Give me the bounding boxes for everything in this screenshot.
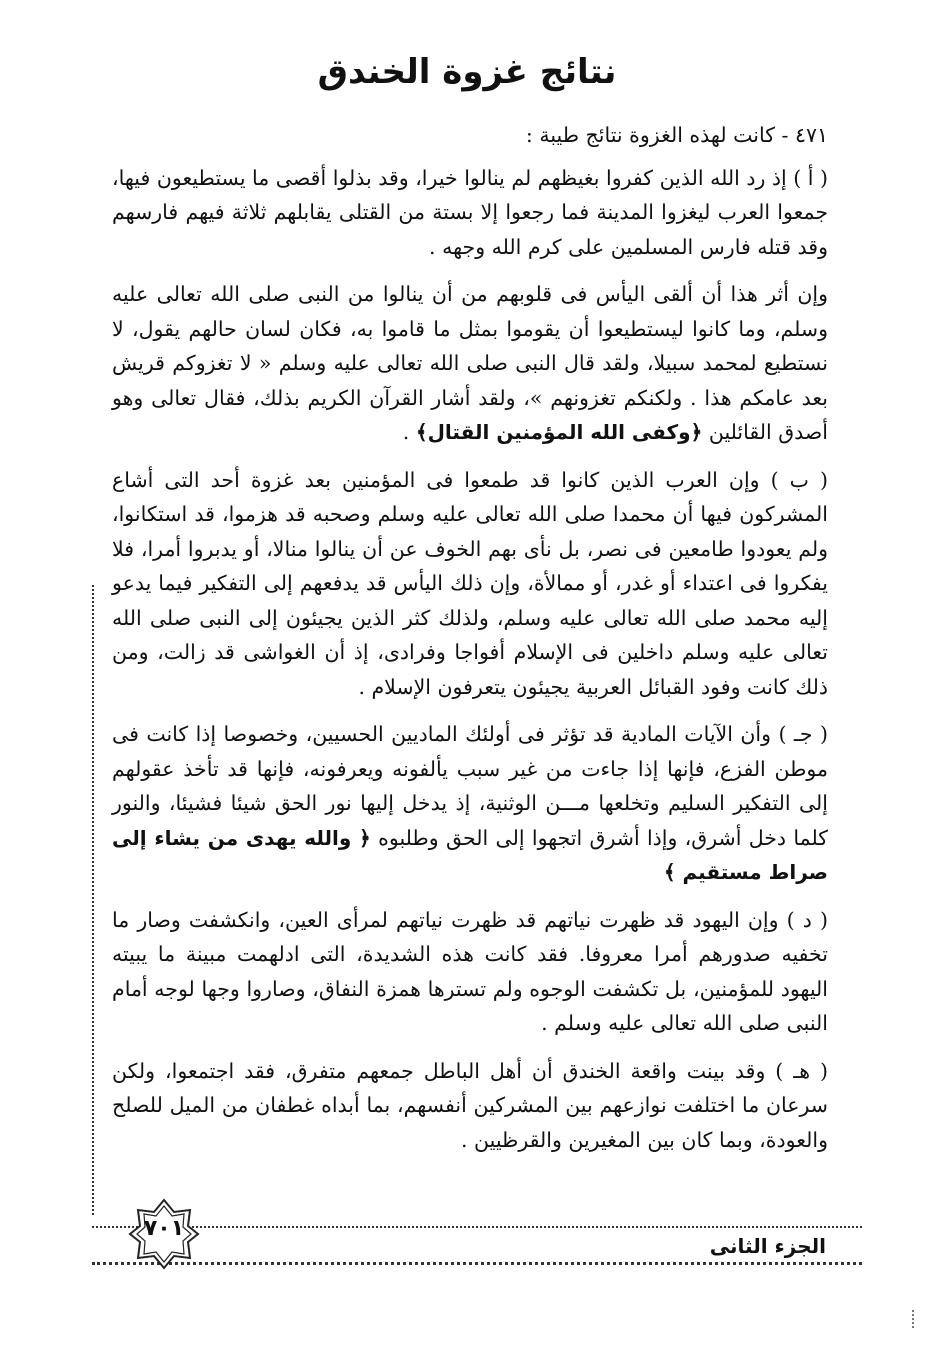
paragraph-e: ( هـ ) وقد بينت واقعة الخندق أن أهل الباطل جمعهم متفرق، فقد اجتمعوا، ولكن سرعان ما اختلفت نوازعهم بين المشركين أنفسهم، بما أبداه غطفان من الميل للصلح والعودة، وبما كان بين المغيرين والقرظيين .: [112, 1058, 828, 1152]
paragraph-a: ( أ ) إذ رد الله الذين كفروا بغيظهم لم ينالوا خيرا، وقد بذلوا أقصى ما يستطيعون فيها، جمعوا العرب ليغزوا المدينة فما رجعوا إلا بستة من القتلى يقابلهم ثلاثة فيهم فارسهم وقد قتله فارس المسلمين على كرم الله وجهه .: [112, 165, 828, 259]
quran-quote-1: ﴿وكفى الله المؤمنين القتال﴾: [415, 420, 703, 444]
left-dotted-border: [92, 585, 100, 1215]
paragraph-a-continued-text: وإن أثر هذا أن ألقى اليأس فى قلوبهم من أن ينالوا من النبى صلى الله تعالى عليه وسلم، وما كانوا ليستطيعوا أن يقوموا بمثل ما قاموا به، فكان لسان حالهم يقول، لا نستطيع لمحمد سبيلا، ولقد قال النبى صلى الله تعالى عليه وسلم « لا تغزوكم قريش بعد عامكم هذا . ولكنكم تغزونهم »، ولقد أشار القرآن الكريم بذلك، فقال تعالى وهو أصدق القائلين: [112, 282, 828, 444]
body-text: [112, 118, 828, 1170]
quran-quote-2: ﴿ والله يهدى من يشاء إلى صراط مستقيم ﴾: [112, 825, 828, 884]
page-number: ٧٠١: [143, 1216, 185, 1241]
footer-rule-top: [92, 1226, 862, 1228]
paragraph-d: ( د ) وإن اليهود قد ظهرت نياتهم قد ظهرت نياتهم لمرأى العين، وانكشفت وصار ما تخفيه صدورهم أمرا معروفا. فقد كانت هذه الشديدة، التى ادلهمت مبينة ما يبيته اليهود للمؤمنين، بل تكشفت الوجوه ولم تسترها همزة النفاق، وصاروا وجها لوجه أمام النبى صلى الله تعالى عليه وسلم .: [112, 907, 828, 1035]
footer-rule-bottom: [92, 1262, 862, 1265]
paragraph-b: ( ب ) وإن العرب الذين كانوا قد طمعوا فى المؤمنين بعد غزوة أحد التى أشاع المشركون فيها أن محمدا صلى الله تعالى عليه وسلم وصحبه قد هزموا، قد استكانوا، ولم يعودوا طامعين فى نصر، بل نأى بهم الخوف عن أن ينالوا منالا، أو يدبروا أمرا، فلا يفكروا فى اعتداء أو غدر، أو ممالأة، وإن ذلك اليأس قد يدفعهم إلى التفكير فيما يدعو إليه محمد صلى الله تعالى عليه وسلم، ولذلك كثر الذين يجيئون إلى النبى صلى الله تعالى عليه وسلم داخلين فى الإسلام أفواجا وفرادى، إذ أن الغواشى قد زالت، ومن ذلك كانت وفود القبائل العربية يجيئون يتعرفون الإسلام .: [112, 467, 828, 699]
paragraph-c: [112, 717, 828, 890]
corner-dotted-mark: [912, 1310, 920, 1328]
page-title: نتائج غزوة الخندق: [317, 52, 617, 92]
part-label: الجزء الثانى: [709, 1234, 826, 1258]
paragraph-c-text: ( جـ ) وأن الآيات المادية قد تؤثر فى أولئك الماديين الحسيين، وخصوصا إذا كانت فى موطن الفزع، فإنها إذا جاءت من غير سبب يألفونه ويعرفونه، فإنها قد تأخذ عقولهم إلى التفكير السليم وتخلعها مـــن الوثنية، إذ يدخل إليها نور الحق شيئا فشيئا، والنور كلما دخل أشرق، وإذا أشرق اتجهوا إلى الحق وطلبوه: [112, 722, 828, 850]
paragraph-a-continued: وإن أثر هذا أن ألقى اليأس فى قلوبهم من أن ينالوا من النبى صلى الله تعالى عليه وسلم، وما كانوا ليستطيعوا أن يقوموا بمثل ما قاموا به، فكان لسان حالهم يقول، لا نستطيع لمحمد سبيلا، ولقد قال النبى صلى الله تعالى عليه وسلم « لا تغزوكم قريش بعد عامكم هذا . ولكنكم تغزونهم »، ولقد أشار القرآن الكريم بذلك، فقال تعالى وهو أصدق القائلين ﴿وكفى الله المؤمنين القتال﴾ .: [112, 282, 828, 444]
intro-line: ٤٧١ - كانت لهذه الغزوة نتائج طيبة :: [525, 123, 828, 147]
